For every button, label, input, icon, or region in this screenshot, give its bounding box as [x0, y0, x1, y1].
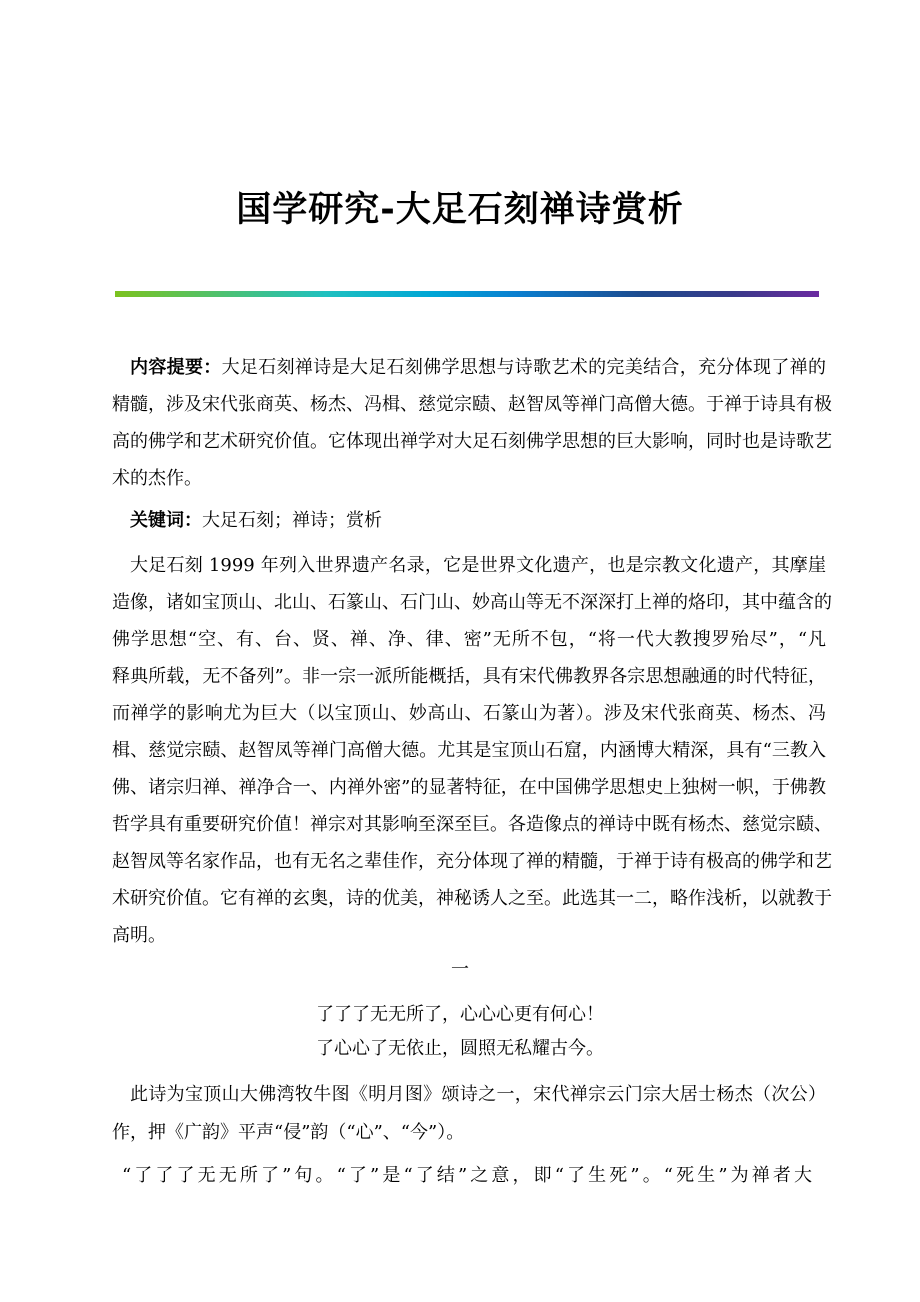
intro-line: 佛、诸宗归禅、禅净合一、内禅外密”的显著特征，在中国佛学思想史上独树一帜，于佛教 — [112, 777, 826, 798]
intro-line: 大足石刻 1999 年列入世界遗产名录，它是世界文化遗产，也是宗教文化遗产，其摩崖 — [130, 555, 826, 576]
analysis-line: 此诗为宝顶山大佛湾牧牛图《明月图》颂诗之一，宋代禅宗云门宗大居士杨杰（次公） — [130, 1084, 826, 1105]
abstract-line: 内容提要：大足石刻禅诗是大足石刻佛学思想与诗歌艺术的完美结合，充分体现了禅的 — [130, 357, 826, 378]
gradient-divider — [115, 291, 819, 297]
abstract-line: 术的杰作。 — [112, 468, 202, 489]
analysis-line: 作，押《广韵》平声“侵”韵（“心”、“今”）。 — [112, 1122, 465, 1143]
abstract-line: 精髓，涉及宋代张商英、杨杰、冯楫、慈觉宗赜、赵智凤等禅门高僧大德。于禅于诗具有极 — [112, 394, 832, 415]
intro-line: 楫、慈觉宗赜、赵智凤等禅门高僧大德。尤其是宝顶山石窟，内涵博大精深，具有“三教入 — [112, 740, 826, 761]
section-number: 一 — [451, 959, 469, 980]
poem-line: 了心心了无依止，圆照无私耀古今。 — [316, 1038, 604, 1059]
abstract-line: 高的佛学和艺术研究价值。它体现出禅学对大足石刻佛学思想的巨大影响，同时也是诗歌艺 — [112, 431, 832, 452]
keywords-label: 关键词： — [130, 510, 202, 531]
intro-line: 赵智凤等名家作品，也有无名之辈佳作，充分体现了禅的精髓，于禅于诗有极高的佛学和艺 — [112, 851, 832, 872]
poem-line: 了了了无无所了，心心心更有何心！ — [316, 1004, 604, 1025]
intro-line: 高明。 — [112, 925, 166, 946]
intro-line: 释典所载，无不备列”。非一宗一派所能概括，具有宋代佛教界各宗思想融通的时代特征， — [112, 666, 826, 687]
intro-line: 术研究价值。它有禅的玄奥，诗的优美，神秘诱人之至。此选其一二，略作浅析，以就教于 — [112, 888, 832, 909]
intro-line: 而禅学的影响尤为巨大（以宝顶山、妙高山、石篆山为著）。涉及宋代张商英、杨杰、冯 — [112, 703, 826, 724]
intro-line: 哲学具有重要研究价值！禅宗对其影响至深至巨。各造像点的禅诗中既有杨杰、慈觉宗赜、 — [112, 814, 832, 835]
intro-line: 佛学思想“空、有、台、贤、禅、净、律、密”无所不包，“将一代大教搜罗殆尽”，“凡 — [112, 629, 826, 650]
body-line: “了了了无无所了”句。“了”是“了结”之意，即“了生死”。“死生”为禅者大 — [122, 1165, 812, 1186]
keywords-value: 大足石刻；禅诗；赏析 — [202, 510, 382, 531]
abstract-label: 内容提要： — [130, 357, 222, 378]
page-title: 国学研究-大足石刻禅诗赏析 — [236, 190, 684, 230]
keywords — [130, 509, 826, 533]
intro-line: 造像，诸如宝顶山、北山、石篆山、石门山、妙高山等无不深深打上禅的烙印，其中蕴含的 — [112, 592, 832, 613]
